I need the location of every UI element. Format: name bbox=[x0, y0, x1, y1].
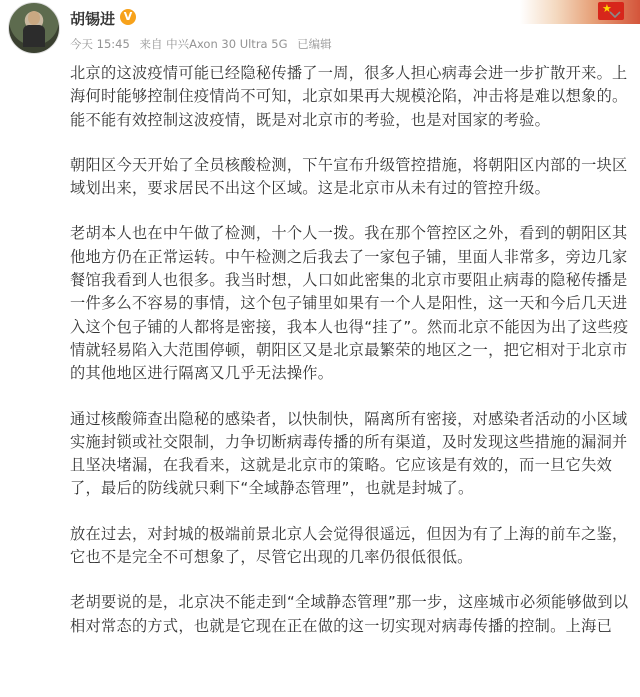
avatar[interactable] bbox=[8, 2, 60, 54]
post-header bbox=[0, 0, 640, 58]
verified-badge-icon: V bbox=[120, 9, 136, 25]
post-time[interactable]: 今天 15:45 bbox=[70, 37, 130, 51]
paragraph: 老胡要说的是，北京决不能走到“全域静态管理”那一步，这座城市必须能够做到以相对常态的方式，也就是它现在正在做的这一切实现对病毒传播的控制。上海已 bbox=[70, 593, 629, 635]
post-meta bbox=[70, 36, 338, 52]
paragraph: 老胡本人也在中午做了检测，十个人一拨。我在那个管控区之外，看到的朝阳区其他地方仍在正常运转。中午检测之后我去了一家包子铺，里面人非常多，旁边几家餐馆我看到人也很多。我当时想，人口如此密集的北京市要阻止病毒的隐秘传播是一件多么不容易的事情，这个包子铺里如果有一个人是阳性，这一天和今后几天进入这个包子铺的人都将是密接，我本人也得“挂了”。然而北京不能因为出了这些疫情就轻易陷入大范围停顿，朝阳区又是北京最繁荣的地区之一，把它相对于北京市的其他地区进行隔离又几乎无法操作。 bbox=[70, 224, 629, 383]
paragraph: 朝阳区今天开始了全员核酸检测，下午宣布升级管控措施，将朝阳区内部的一块区域划出来，要求居民不出这个区域。这是北京市从未有过的管控升级。 bbox=[70, 155, 628, 198]
post-content bbox=[70, 62, 632, 660]
paragraph: 北京的这波疫情可能已经隐秘传播了一周，很多人担心病毒会进一步扩散开来。上海何时能够控制住疫情尚不可知，北京如果再大规模沦陷，冲击将是难以想象的。能不能有效控制这波疫情，既是对北京市的考验，也是对国家的考验。 bbox=[70, 64, 628, 129]
paragraph: 通过核酸筛查出隐秘的感染者，以快制快，隔离所有密接，对感染者活动的小区域实施封锁或社交限制，力争切断病毒传播的所有渠道，及时发现这些措施的漏洞并且坚决堵漏，在我看来，这就是北京市的策略。它应该是有效的，而一旦它失效了，最后的防线就只剩下“全域静态管理”，也就是封城了。 bbox=[70, 409, 628, 498]
edited-label[interactable]: 已编辑 bbox=[297, 37, 332, 51]
paragraph: 放在过去，对封城的极端前景北京人会觉得很遥远，但因为有了上海的前车之鉴，它也不是完全不可想象了，尽管它出现的几率仍很低很低。 bbox=[70, 524, 628, 567]
username[interactable]: 胡锡进 bbox=[70, 10, 116, 28]
post-source: 来自 中兴Axon 30 Ultra 5G bbox=[139, 37, 288, 51]
chevron-down-icon[interactable] bbox=[606, 6, 624, 24]
